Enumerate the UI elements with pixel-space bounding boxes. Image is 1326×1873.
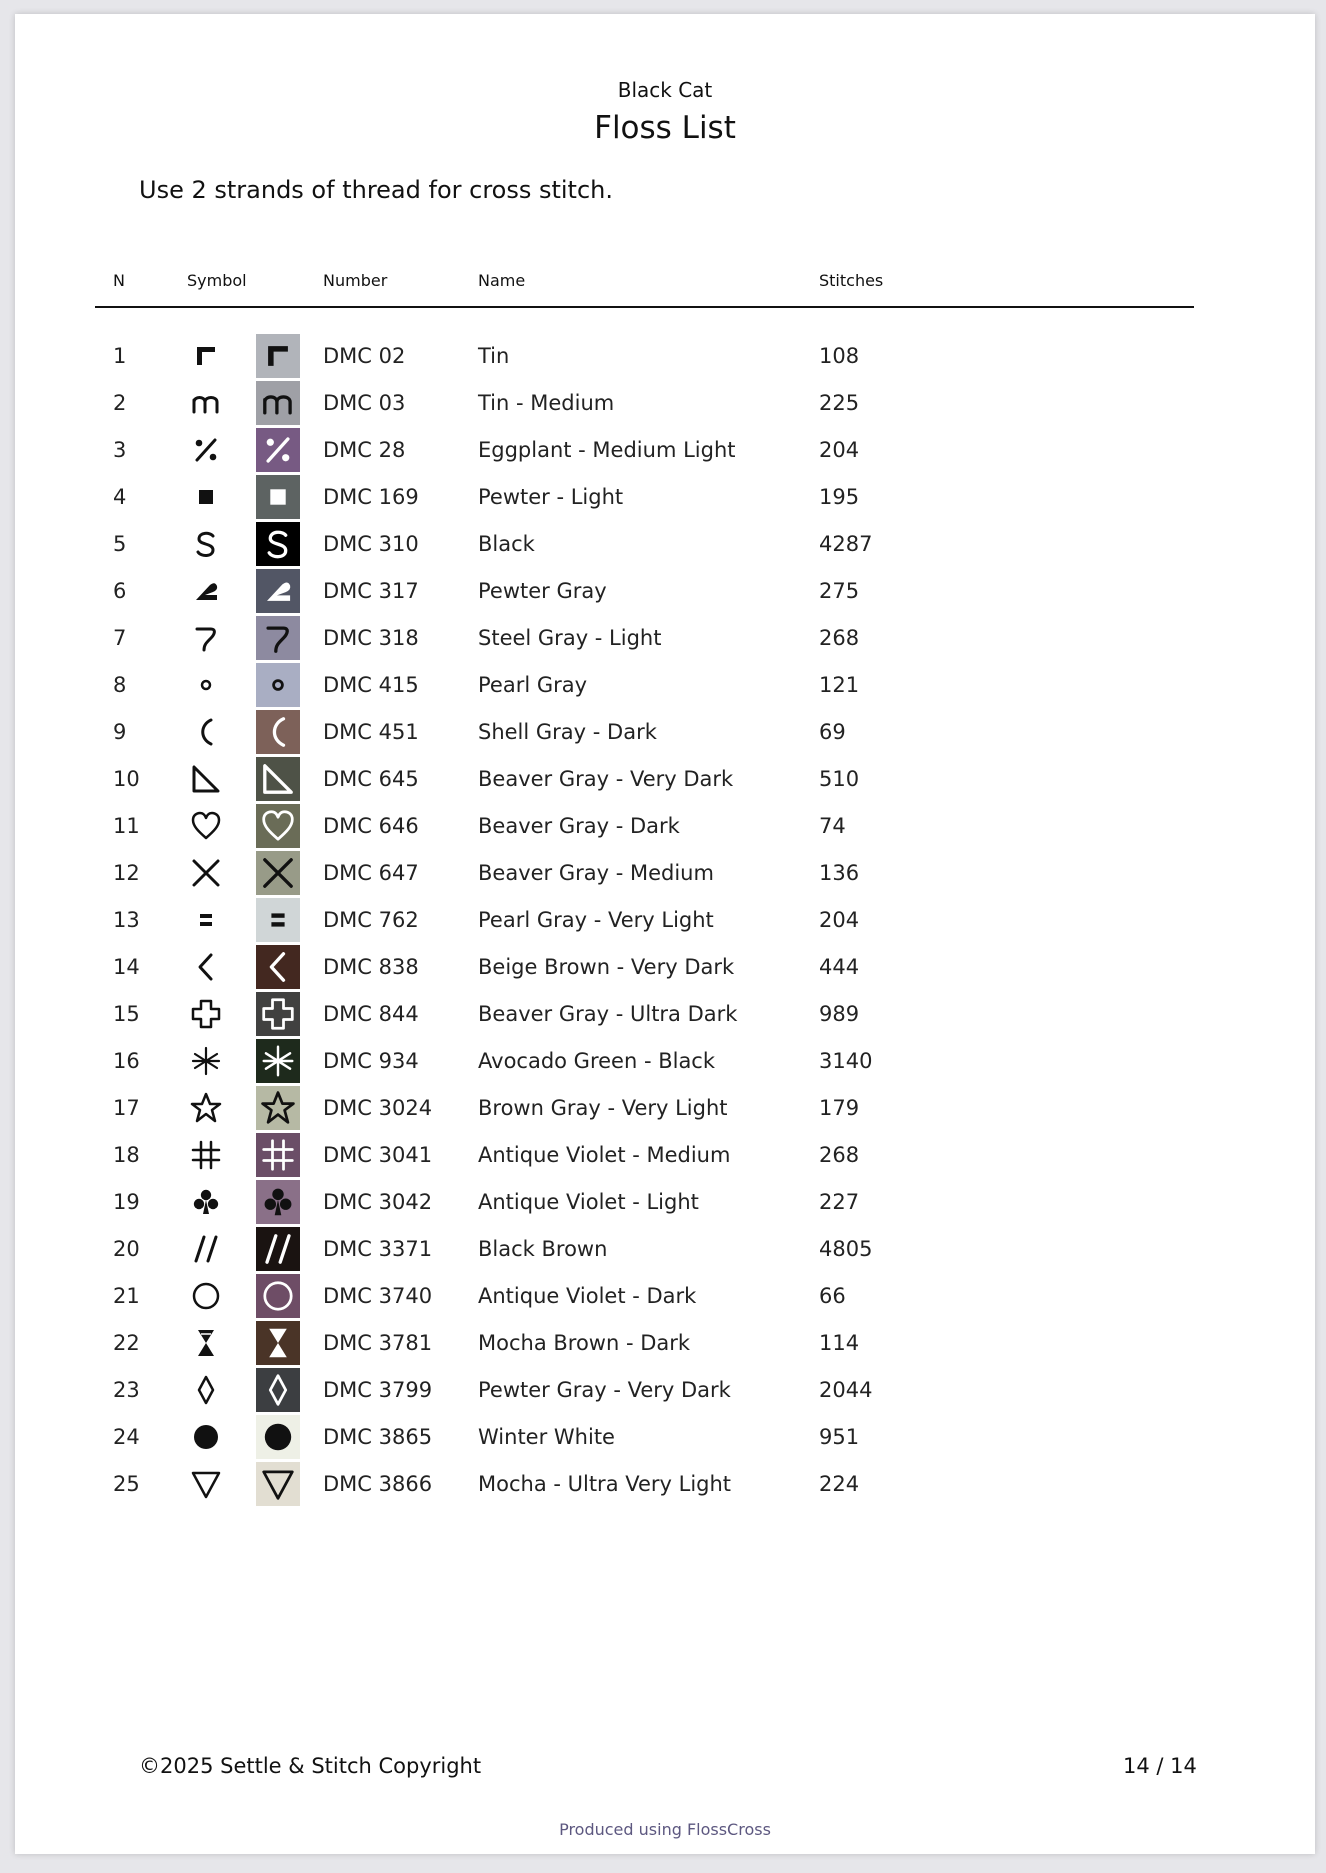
floss-number: DMC 838: [323, 954, 419, 979]
stitch-count: 227: [819, 1189, 860, 1214]
double-slash-icon: [186, 1229, 226, 1269]
row-number: 9: [113, 719, 127, 744]
header-name: Name: [478, 271, 526, 290]
hourglass-icon: [256, 1321, 300, 1365]
small-square-icon: [256, 475, 300, 519]
table-row: [15, 567, 1315, 614]
color-swatch: [256, 804, 300, 848]
stitch-count: 444: [819, 954, 860, 979]
floss-name: Pewter - Light: [478, 484, 624, 509]
floss-number: DMC 317: [323, 578, 419, 603]
color-swatch: [256, 1086, 300, 1130]
table-row: [15, 614, 1315, 661]
table-row: [15, 943, 1315, 990]
floss-number: DMC 02: [323, 343, 406, 368]
stitch-count: 136: [819, 860, 860, 885]
table-row: [15, 896, 1315, 943]
row-number: 6: [113, 578, 127, 603]
equals-icon: [186, 900, 226, 940]
color-swatch: [256, 381, 300, 425]
stitch-count: 275: [819, 578, 860, 603]
hourglass-icon: [186, 1323, 226, 1363]
asterisk-icon: [256, 1039, 300, 1083]
table-row: [15, 1225, 1315, 1272]
color-swatch: [256, 757, 300, 801]
table-row: [15, 379, 1315, 426]
table-row: [15, 802, 1315, 849]
floss-number: DMC 3041: [323, 1142, 433, 1167]
color-swatch: [256, 1415, 300, 1459]
color-swatch: [256, 1321, 300, 1365]
copyright-text: ©2025 Settle & Stitch Copyright: [139, 1754, 482, 1778]
floss-number: DMC 645: [323, 766, 419, 791]
crescent-icon: [256, 710, 300, 754]
header-number: Number: [323, 271, 388, 290]
floss-number: DMC 169: [323, 484, 419, 509]
star-icon: [186, 1088, 226, 1128]
floss-number: DMC 03: [323, 390, 406, 415]
row-number: 18: [113, 1142, 140, 1167]
row-number: 7: [113, 625, 127, 650]
row-number: 11: [113, 813, 140, 838]
table-row: [15, 332, 1315, 379]
floss-name: Shell Gray - Dark: [478, 719, 657, 744]
table-row: [15, 520, 1315, 567]
x-cross-icon: [186, 853, 226, 893]
color-swatch: [256, 569, 300, 613]
floss-name: Tin - Medium: [478, 390, 615, 415]
row-number: 3: [113, 437, 127, 462]
row-number: 10: [113, 766, 140, 791]
table-row: [15, 1460, 1315, 1507]
floss-name: Pewter Gray: [478, 578, 607, 603]
row-number: 1: [113, 343, 127, 368]
floss-name: Beaver Gray - Medium: [478, 860, 714, 885]
floss-number: DMC 3781: [323, 1330, 433, 1355]
seven-icon: [186, 618, 226, 658]
color-swatch: [256, 1133, 300, 1177]
s-glyph-icon: [256, 522, 300, 566]
floss-number: DMC 3042: [323, 1189, 433, 1214]
row-number: 22: [113, 1330, 140, 1355]
color-swatch: [256, 522, 300, 566]
color-swatch: [256, 663, 300, 707]
color-swatch: [256, 898, 300, 942]
floss-number: DMC 3799: [323, 1377, 433, 1402]
triangle-down-icon: [256, 1462, 300, 1506]
table-row: [15, 1272, 1315, 1319]
floss-name: Black Brown: [478, 1236, 608, 1261]
table-row: [15, 1366, 1315, 1413]
floss-number: DMC 310: [323, 531, 419, 556]
floss-number: DMC 3740: [323, 1283, 433, 1308]
color-swatch: [256, 1462, 300, 1506]
row-number: 24: [113, 1424, 140, 1449]
floss-name: Pearl Gray: [478, 672, 588, 697]
table-row: [15, 1319, 1315, 1366]
color-swatch: [256, 1274, 300, 1318]
stitch-count: 4805: [819, 1236, 873, 1261]
stitch-count: 204: [819, 437, 860, 462]
page-title: Floss List: [594, 110, 736, 146]
stitch-count: 510: [819, 766, 860, 791]
floss-name: Avocado Green - Black: [478, 1048, 716, 1073]
floss-name: Antique Violet - Dark: [478, 1283, 697, 1308]
table-row: [15, 1178, 1315, 1225]
floss-name: Eggplant - Medium Light: [478, 437, 736, 462]
stitch-count: 225: [819, 390, 860, 415]
floss-name: Pewter Gray - Very Dark: [478, 1377, 731, 1402]
hash-icon: [186, 1135, 226, 1175]
stitch-count: 204: [819, 907, 860, 932]
produced-by-text: Produced using FlossCross: [559, 1820, 771, 1839]
x-cross-icon: [256, 851, 300, 895]
row-number: 2: [113, 390, 127, 415]
floss-number: DMC 28: [323, 437, 406, 462]
floss-name: Pearl Gray - Very Light: [478, 907, 714, 932]
table-row: [15, 1413, 1315, 1460]
floss-number: DMC 451: [323, 719, 419, 744]
percent-icon: [186, 430, 226, 470]
row-number: 14: [113, 954, 140, 979]
stitch-count: 108: [819, 343, 860, 368]
color-swatch: [256, 1180, 300, 1224]
stitch-count: 224: [819, 1471, 860, 1496]
filled-circle-icon: [256, 1415, 300, 1459]
floss-number: DMC 318: [323, 625, 419, 650]
table-row: [15, 708, 1315, 755]
floss-number: DMC 3024: [323, 1095, 433, 1120]
stitch-count: 3140: [819, 1048, 873, 1073]
equals-icon: [256, 898, 300, 942]
row-number: 8: [113, 672, 127, 697]
floss-number: DMC 647: [323, 860, 419, 885]
plus-outline-icon: [256, 992, 300, 1036]
color-swatch: [256, 1368, 300, 1412]
floss-name: Beaver Gray - Ultra Dark: [478, 1001, 738, 1026]
stitch-count: 268: [819, 1142, 860, 1167]
floss-number: DMC 3866: [323, 1471, 433, 1496]
table-row: [15, 755, 1315, 802]
color-swatch: [256, 945, 300, 989]
row-number: 21: [113, 1283, 140, 1308]
color-swatch: [256, 1227, 300, 1271]
row-number: 17: [113, 1095, 140, 1120]
color-swatch: [256, 334, 300, 378]
corner-icon: [256, 334, 300, 378]
row-number: 15: [113, 1001, 140, 1026]
floss-name: Beaver Gray - Very Dark: [478, 766, 734, 791]
table-row: [15, 990, 1315, 1037]
stitch-count: 4287: [819, 531, 873, 556]
page-sheet: [15, 14, 1315, 1854]
floss-name: Antique Violet - Light: [478, 1189, 699, 1214]
floss-number: DMC 646: [323, 813, 419, 838]
floss-name: Beige Brown - Very Dark: [478, 954, 735, 979]
floss-number: DMC 934: [323, 1048, 419, 1073]
row-number: 4: [113, 484, 127, 509]
table-row: [15, 849, 1315, 896]
table-row: [15, 473, 1315, 520]
m-glyph-icon: [256, 381, 300, 425]
chevron-left-icon: [186, 947, 226, 987]
stitch-count: 66: [819, 1283, 846, 1308]
floss-name: Antique Violet - Medium: [478, 1142, 731, 1167]
hash-icon: [256, 1133, 300, 1177]
color-swatch: [256, 1039, 300, 1083]
color-swatch: [256, 851, 300, 895]
corner-icon: [186, 336, 226, 376]
floss-number: DMC 762: [323, 907, 419, 932]
table-row: [15, 426, 1315, 473]
stitch-count: 268: [819, 625, 860, 650]
triangle-down-icon: [186, 1464, 226, 1504]
row-number: 25: [113, 1471, 140, 1496]
table-row: [15, 1131, 1315, 1178]
small-square-icon: [186, 477, 226, 517]
asterisk-icon: [186, 1041, 226, 1081]
m-glyph-icon: [186, 383, 226, 423]
floss-number: DMC 415: [323, 672, 419, 697]
wedge-icon: [186, 571, 226, 611]
right-triangle-icon: [256, 757, 300, 801]
circle-outline-icon: [256, 1274, 300, 1318]
circle-outline-icon: [186, 1276, 226, 1316]
heart-icon: [186, 806, 226, 846]
header-n: N: [113, 271, 125, 290]
floss-number: DMC 3865: [323, 1424, 433, 1449]
instructions-text: Use 2 strands of thread for cross stitch.: [139, 176, 613, 204]
right-triangle-icon: [186, 759, 226, 799]
club-icon: [186, 1182, 226, 1222]
row-number: 19: [113, 1189, 140, 1214]
floss-name: Steel Gray - Light: [478, 625, 662, 650]
table-row: [15, 1084, 1315, 1131]
row-number: 20: [113, 1236, 140, 1261]
wedge-icon: [256, 569, 300, 613]
small-circle-icon: [186, 665, 226, 705]
stitch-count: 74: [819, 813, 846, 838]
crescent-icon: [186, 712, 226, 752]
color-swatch: [256, 710, 300, 754]
stitch-count: 989: [819, 1001, 860, 1026]
stitch-count: 179: [819, 1095, 860, 1120]
floss-name: Winter White: [478, 1424, 615, 1449]
color-swatch: [256, 616, 300, 660]
row-number: 13: [113, 907, 140, 932]
stitch-count: 121: [819, 672, 860, 697]
row-number: 12: [113, 860, 140, 885]
small-circle-icon: [256, 663, 300, 707]
floss-name: Beaver Gray - Dark: [478, 813, 680, 838]
star-icon: [256, 1086, 300, 1130]
page-number: 14 / 14: [1123, 1754, 1197, 1778]
plus-outline-icon: [186, 994, 226, 1034]
chevron-left-icon: [256, 945, 300, 989]
floss-name: Mocha - Ultra Very Light: [478, 1471, 732, 1496]
filled-circle-icon: [186, 1417, 226, 1457]
color-swatch: [256, 475, 300, 519]
table-row: [15, 1037, 1315, 1084]
stitch-count: 114: [819, 1330, 860, 1355]
diamond-outline-icon: [256, 1368, 300, 1412]
heart-icon: [256, 804, 300, 848]
club-icon: [256, 1180, 300, 1224]
row-number: 23: [113, 1377, 140, 1402]
floss-name: Mocha Brown - Dark: [478, 1330, 691, 1355]
header-stitches: Stitches: [819, 271, 884, 290]
header-symbol: Symbol: [187, 271, 247, 290]
color-swatch: [256, 428, 300, 472]
double-slash-icon: [256, 1227, 300, 1271]
header-rule: [95, 306, 1194, 308]
percent-icon: [256, 428, 300, 472]
floss-name: Tin: [478, 343, 510, 368]
stitch-count: 951: [819, 1424, 860, 1449]
diamond-outline-icon: [186, 1370, 226, 1410]
floss-name: Black: [478, 531, 535, 556]
stitch-count: 69: [819, 719, 846, 744]
s-glyph-icon: [186, 524, 226, 564]
table-row: [15, 661, 1315, 708]
row-number: 5: [113, 531, 127, 556]
color-swatch: [256, 992, 300, 1036]
floss-number: DMC 844: [323, 1001, 419, 1026]
floss-number: DMC 3371: [323, 1236, 433, 1261]
seven-icon: [256, 616, 300, 660]
floss-name: Brown Gray - Very Light: [478, 1095, 728, 1120]
stitch-count: 2044: [819, 1377, 873, 1402]
row-number: 16: [113, 1048, 140, 1073]
stitch-count: 195: [819, 484, 860, 509]
pattern-name: Black Cat: [617, 78, 713, 102]
